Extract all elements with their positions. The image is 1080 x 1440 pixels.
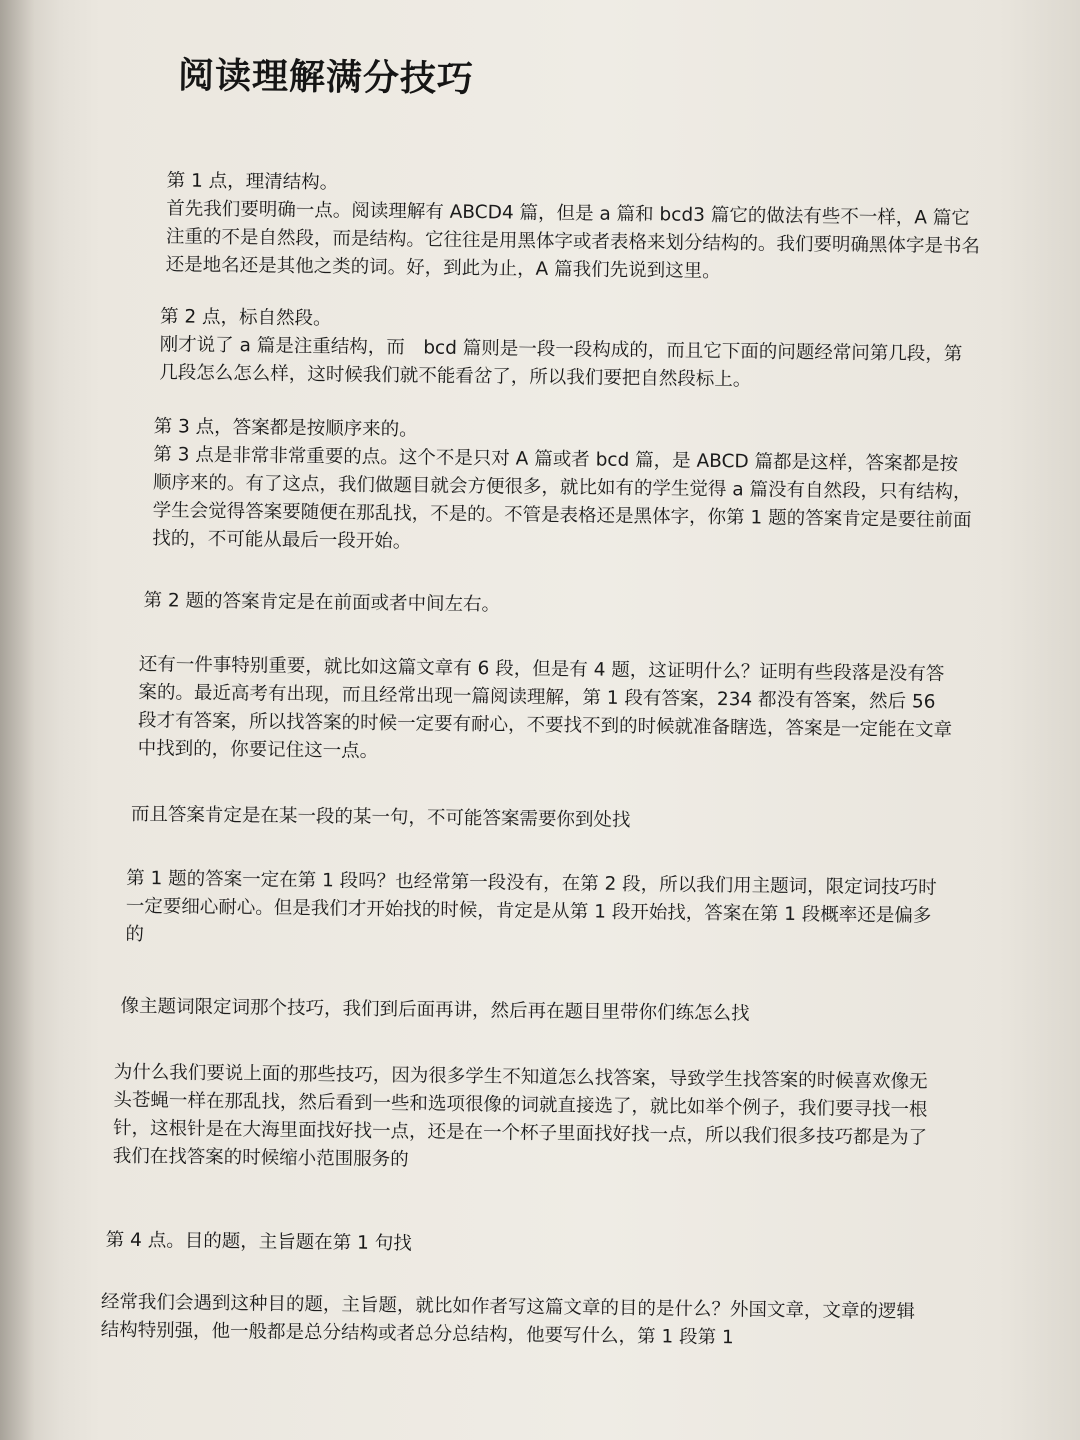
section-3-body: 第 3 点是非常非常重要的点。这个不是只对 A 篇或者 bcd 篇，是 ABCD 篇都是这样，答案都是按顺序来的。有了这点，我们做题目就会方便很多，就比如有的学生觉得 a 篇没有自然段，只有结构，学生会觉得答案要随便在那乱找，不是的。不管是表格还是黑体字，你第 1 题的答案肯定是要往前面找的，不可能从最后一段开始。 — [152, 444, 972, 553]
section-4-body-block — [100, 1289, 921, 1355]
paragraph-text: 而且答案肯定是在某一段的某一句，不可能答案需要你到处找 — [130, 803, 631, 831]
paragraph-text: 第 1 题的答案一定在第 1 段吗？也经常第一段没有，在第 2 段，所以我们用主题词，限定词技巧时一定要细心耐心。但是我们才开始找的时候，肯定是从第 1 段开始找，答案在第 1 段概率还是偏多的 — [125, 867, 937, 946]
document-page — [92, 35, 1009, 1426]
paragraph-3 — [131, 801, 951, 839]
paragraph-6 — [113, 1059, 934, 1181]
section-2-heading: 第 2 点，标自然段。 — [159, 306, 332, 330]
paragraph-1 — [143, 587, 963, 625]
book-spine-shadow — [0, 0, 34, 1440]
paragraph-2 — [138, 651, 959, 773]
section-3 — [152, 413, 974, 563]
section-1-heading: 第 1 点，理清结构。 — [166, 170, 339, 194]
paragraph-text: 还有一件事特别重要，就比如这篇文章有 6 段，但是有 4 题，这证明什么？证明有些段落是没有答案的。最近高考有出现，而且经常出现一篇阅读理解，第 1 段有答案，234 都没有答案，然后 56 段才有答案，所以找答案的时候一定要有耐心，不要找不到的时候就准备瞎选，答案是一定能在文章中找到的，你要记住这一点。 — [137, 653, 953, 762]
paragraph-4 — [125, 865, 946, 959]
section-1 — [165, 167, 986, 289]
page-title: 阅读理解满分技巧 — [177, 55, 475, 101]
section-4-heading: 第 4 点。目的题，主旨题在第 1 句找 — [105, 1229, 412, 1255]
section-3-heading: 第 3 点，答案都是按顺序来的。 — [153, 416, 418, 441]
section-4 — [106, 1227, 926, 1265]
paragraph-5 — [120, 993, 940, 1031]
paragraph-text: 为什么我们要说上面的那些技巧，因为很多学生不知道怎么找答案，导致学生找答案的时候喜欢像无头苍蝇一样在那乱找，然后看到一些和选项很像的词就直接选了，就比如举个例子，我们要寻找一根针，这根针是在大海里面找好找一点，还是在一个杯子里面找好找一点，所以我们很多技巧都是为了我们在找答案的时候缩小范围服务的 — [112, 1061, 928, 1171]
section-4-body: 经常我们会遇到这种目的题，主旨题，就比如作者写这篇文章的目的是什么？外国文章，文章的逻辑结构特别强，他一般都是总分结构或者总分总结构，他要写什么，第 1 段第 1 — [100, 1291, 916, 1349]
paragraph-text: 像主题词限定词那个技巧，我们到后面再讲，然后再在题目里带你们练怎么找 — [120, 995, 750, 1025]
paragraph-text: 第 2 题的答案肯定是在前面或者中间左右。 — [143, 590, 501, 616]
section-2 — [159, 303, 980, 397]
section-2-body: 刚才说了 a 篇是注重结构，而 bcd 篇则是一段一段构成的，而且它下面的问题经常问第几段，第几段怎么怎么样，这时候我们就不能看岔了，所以我们要把自然段标上。 — [159, 334, 963, 391]
section-1-body: 首先我们要明确一点。阅读理解有 ABCD4 篇，但是 a 篇和 bcd3 篇它的做法有些不一样，A 篇它注重的不是自然段，而是结构。它往往是用黑体字或者表格来划分结构的。我们要明确黑体字是书名还是地名还是其他之类的词。好，到此为止，A 篇我们先说到这里。 — [165, 198, 981, 283]
